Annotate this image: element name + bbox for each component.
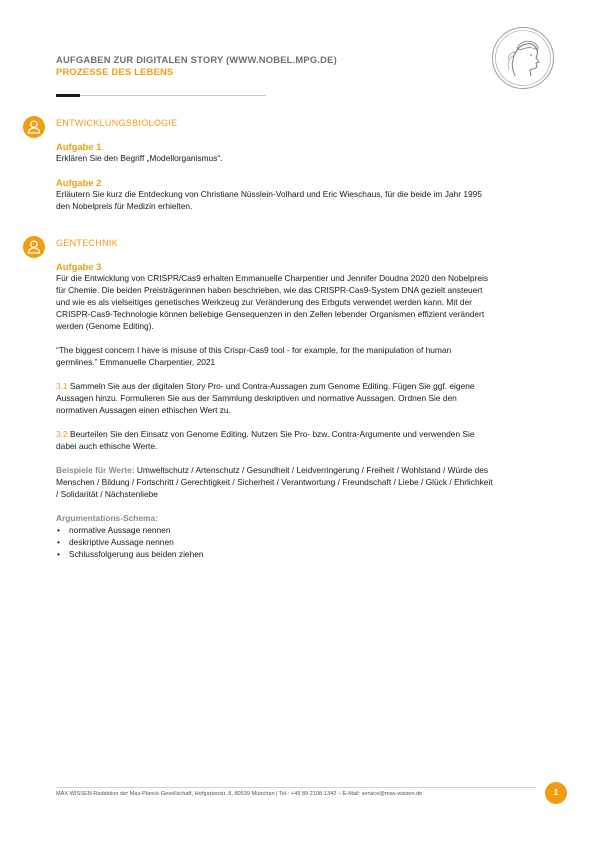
task-3-1-number: 3.1 bbox=[56, 381, 68, 391]
task-1-title: Aufgabe 1 bbox=[56, 141, 102, 152]
header-rule-accent bbox=[56, 94, 80, 97]
page-number-badge: 1 bbox=[545, 782, 567, 804]
task-1-text: Erklären Sie den Begriff „Modellorganismus“. bbox=[56, 153, 223, 163]
task-3-1 bbox=[56, 381, 496, 417]
person-icon bbox=[23, 236, 45, 258]
charpentier-quote: “The biggest concern I have is misuse of this Crispr-Cas9 tool - for example, for the manipulation of human germlines.” Emmanuelle Charpentier, 2021 bbox=[56, 345, 452, 367]
list-item: • normative Aussage nennen bbox=[56, 525, 356, 537]
list-item: • Schlussfolgerung aus beiden ziehen bbox=[56, 549, 356, 561]
schema-list bbox=[56, 525, 356, 561]
header-rule bbox=[80, 95, 266, 96]
section-title-gentechnik: GENTECHNIK bbox=[56, 238, 119, 248]
values-list-text: Umweltschutz / Artenschutz / Gesundheit / Leidverringerung / Freiheit / Wohlstand / Würde des Menschen / Bildung / Fortschritt / Gerechtigkeit / Sicherheit / Verantwortung / Freundschaft / Liebe / Glück / Ehrlichkeit / Solidarität / Nächstenliebe bbox=[56, 465, 493, 499]
task-3-2-number: 3.2 bbox=[56, 429, 68, 439]
task-2-text: Erläutern Sie kurz die Entdeckung von Christiane Nüsslein-Volhard und Eric Wieschaus, für die beide im Jahr 1995 den Nobelpreis für Medizin erhielten. bbox=[56, 189, 482, 211]
task-3-text: Für die Entwicklung von CRISPR/Cas9 erhalten Emmanuelle Charpentier und Jennifer Doudna 2020 den Nobelpreis für Chemie. Die beiden Preisträgerinnen haben beschrieben, wie das CRISPR-Cas9-System DNA gezielt ansteuert und wie es als vielseitiges genetisches Werkzeug zur Veränderung des Erbguts verwendet werden kann. Mit der CRISPR-Cas9-Technologie können beliebige Gensequenzen in den Zellen lebender Organismen effizient verändert werden (Genome Editing). bbox=[56, 273, 489, 331]
section-title-entwicklungsbiologie: ENTWICKLUNGSBIOLOGIE bbox=[56, 118, 178, 128]
values-examples bbox=[56, 465, 496, 501]
task-2-title: Aufgabe 2 bbox=[56, 177, 102, 188]
document-subtitle: PROZESSE DES LEBENS bbox=[56, 66, 174, 77]
list-item: • deskriptive Aussage nennen bbox=[56, 537, 356, 549]
document-title: AUFGABEN ZUR DIGITALEN STORY (WWW.NOBEL.MPG.DE) bbox=[56, 54, 337, 65]
task-3-1-text: Sammeln Sie aus der digitalen Story Pro- und Contra-Aussagen zum Genome Editing. Fügen Sie ggf. eigene Aussagen hinzu. Formulieren Sie aus der Sammlung deskriptiven und normative Aussagen. Ordnen Sie den normativen Aussagen einen ethischen Wert zu. bbox=[56, 381, 475, 415]
section-person-icon bbox=[23, 116, 45, 138]
task-3-title: Aufgabe 3 bbox=[56, 261, 102, 272]
task-3-2-text: Beurteilen Sie den Einsatz von Genome Editing. Nutzen Sie Pro- bzw. Contra-Argumente und verwenden Sie dabei auch ethische Werte. bbox=[56, 429, 475, 451]
footer-divider bbox=[56, 787, 536, 788]
values-label: Beispiele für Werte: bbox=[56, 465, 135, 475]
person-icon bbox=[23, 116, 45, 138]
task-3-2 bbox=[56, 429, 496, 453]
schema-label: Argumentations-Schema: bbox=[56, 513, 158, 523]
footer-text: MAX WISSEN Redaktion der Max-Planck-Gesellschaft, Hofgartenstr. 8, 80539 München | Tel.: +49 89 2108-1342 – E-Mail: service@max-wissen.de bbox=[56, 791, 423, 797]
section-person-icon bbox=[23, 236, 45, 258]
minerva-logo-icon bbox=[491, 26, 555, 90]
